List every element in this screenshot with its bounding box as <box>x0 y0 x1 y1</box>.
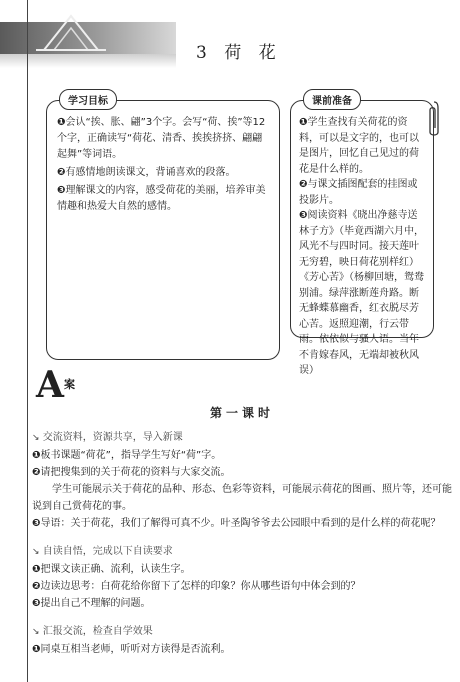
section-line: ❸提出自己不理解的问题。 <box>32 598 151 609</box>
learning-goals-tag: 学习目标 <box>59 89 117 110</box>
section-exchange <box>32 428 452 532</box>
preparation-list <box>299 115 425 379</box>
section-self-study <box>32 542 452 612</box>
goal-item: ❷有感情地朗读课文，背诵喜欢的段落。 <box>57 167 236 178</box>
preparation-tag: 课前准备 <box>303 89 361 110</box>
margin-rule <box>27 0 28 682</box>
book-logo-icon <box>36 10 106 56</box>
section-line: ❸导语：关于荷花，我们了解得可真不少。叶圣陶爷爷去公园眼中看到的是什么样的荷花呢？ <box>32 518 441 529</box>
section-report <box>32 622 452 658</box>
goal-item: ❶会认“挨、胀、翩”3个字。会写“荷、挨”等12个字，正确读写“荷花、清香、挨挨挤挤、翩翩起舞”等词语。 <box>57 117 266 160</box>
lesson-title: 3 荷 花 <box>196 43 282 63</box>
section-line: 学生可能展示关于荷花的品种、形态、色彩等资料，可能展示荷花的图画、照片等，还可能说到自己赏荷花的事。 <box>32 484 452 512</box>
plan-letter: A <box>36 364 64 406</box>
paperclip-icon <box>428 100 440 140</box>
learning-goals-list <box>57 115 269 217</box>
section-heading: ↘ 汇报交流，检查自学效果 <box>32 626 153 637</box>
prep-item: ❶学生查找有关荷花的资料，可以是文字的，也可以是图片，回忆自己见过的荷花是什么样的。 <box>299 117 419 175</box>
preparation-box <box>290 96 434 376</box>
prep-item: ❷与课文插图配套的挂图或投影片。 <box>299 179 418 206</box>
section-line: ❷请把搜集到的关于荷花的资料与大家交流。 <box>32 467 231 478</box>
section-line: ❶同桌互相当老师，听听对方读得是否流利。 <box>32 644 231 655</box>
learning-goals-box <box>46 96 280 360</box>
plan-suffix: 案 <box>64 378 75 391</box>
period-heading: 第一课时 <box>210 406 275 420</box>
section-line: ❶板书课题“荷花”，指导学生写好“荷”字。 <box>32 450 222 461</box>
section-heading: ↘ 自读自悟，完成以下自读要求 <box>32 546 173 557</box>
section-heading: ↘ 交流资料，资源共享，导入新课 <box>32 432 183 443</box>
section-line: ❶把课文读正确、流利，认读生字。 <box>32 564 191 575</box>
prep-item: ❸阅读资料《晓出净慈寺送林子方》（毕竟西湖六月中，风光不与四时同。接天莲叶无穷碧，映日荷花别样红）《芳心苦》（杨柳回塘，鸳鸯别浦。绿萍涨断莲舟路。断无蜂蝶慕幽香，红衣脱尽芳心苦。返照迎潮，行云带雨。依依似与骚人语。当年不肯嫁春风，无端却被秋风误） <box>299 210 424 376</box>
section-line: ❷边读边思考：白荷花给你留下了怎样的印象？你从哪些语句中体会到的？ <box>32 581 361 592</box>
goal-item: ❸理解课文的内容，感受荷花的美丽，培养审美情趣和热爱大自然的感情。 <box>57 185 266 212</box>
